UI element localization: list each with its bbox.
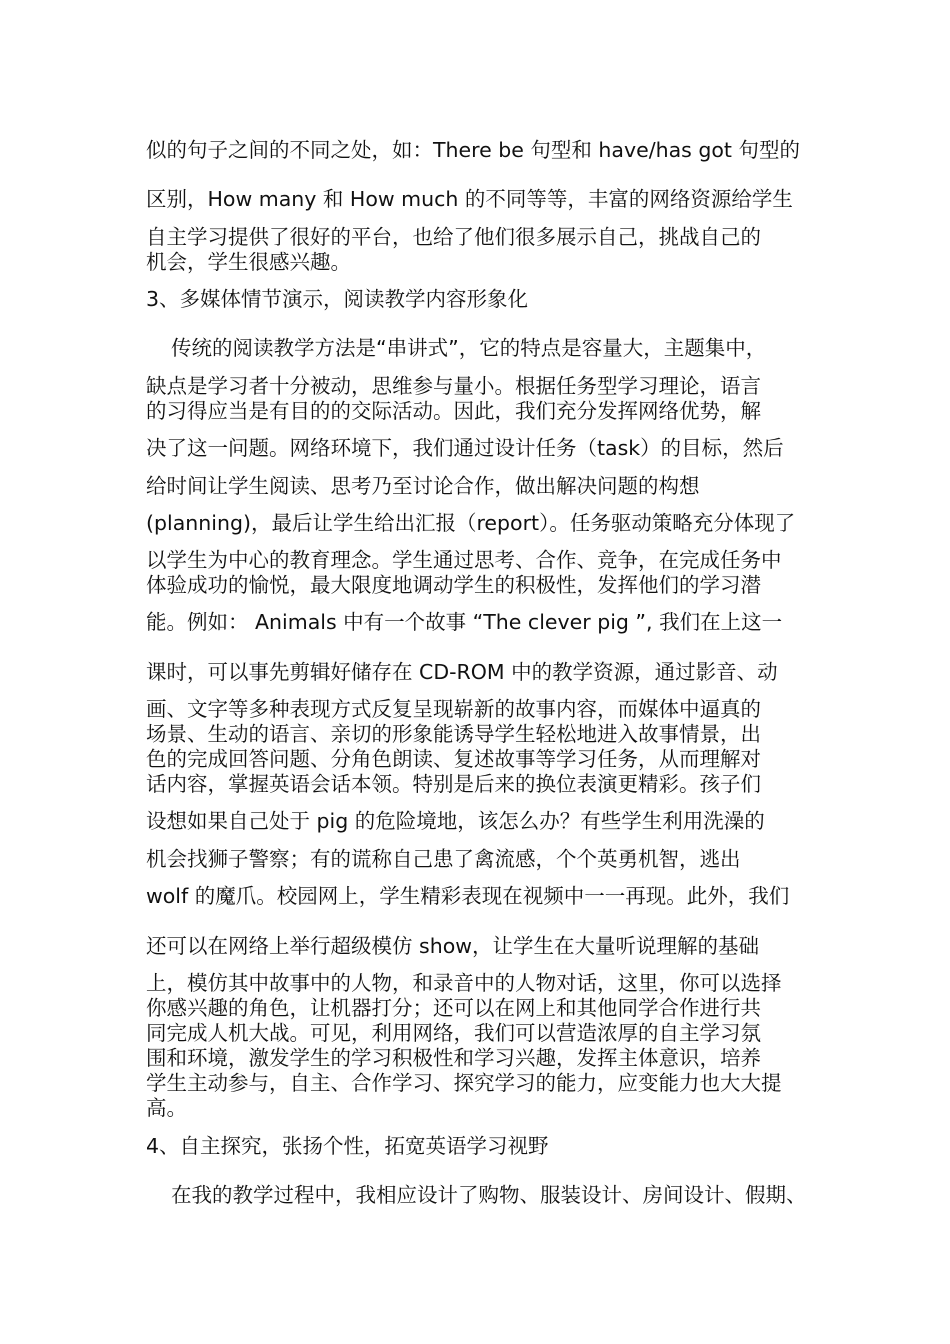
text-line: 围和环境，激发学生的学习积极性和学习兴趣，发挥主体意识，培养: [146, 1046, 761, 1070]
text-line: 似的句子之间的不同之处，如：There be 句型和 have/has got 句型的: [146, 138, 800, 162]
text-line: 的习得应当是有目的的交际活动。因此，我们充分发挥网络优势，解: [146, 399, 761, 423]
paragraph-first-line: 传统的阅读教学方法是“串讲式”，它的特点是容量大，主题集中，: [171, 336, 767, 360]
text-line: 话内容，掌握英语会话本领。特别是后来的换位表演更精彩。孩子们: [146, 772, 761, 796]
text-line: (planning)，最后让学生给出汇报（report）。任务驱动策略充分体现了: [146, 511, 796, 535]
text-line: 以学生为中心的教育理念。学生通过思考、合作、竞争，在完成任务中: [146, 548, 782, 572]
text-line: 设想如果自己处于 pig 的危险境地，该怎么办？有些学生利用洗澡的: [146, 809, 765, 833]
text-line: 场景、生动的语言、亲切的形象能诱导学生轻松地进入故事情景，出: [146, 722, 761, 746]
text-line: 高。: [146, 1096, 187, 1120]
text-line: 画、文字等多种表现方式反复呈现崭新的故事内容，而媒体中逼真的: [146, 697, 761, 721]
text-line: 区别，How many 和 How much 的不同等等，丰富的网络资源给学生: [146, 187, 793, 211]
text-line: 给时间让学生阅读、思考乃至讨论合作，做出解决问题的构想: [146, 474, 700, 498]
text-line: 还可以在网络上举行超级模仿 show，让学生在大量听说理解的基础: [146, 934, 759, 958]
text-line: 同完成人机大战。可见，利用网络，我们可以营造浓厚的自主学习氛: [146, 1021, 761, 1045]
text-line: 上，模仿其中故事中的人物，和录音中的人物对话，这里，你可以选择: [146, 971, 782, 995]
text-line: 机会，学生很感兴趣。: [146, 250, 351, 274]
text-line: wolf 的魔爪。校园网上，学生精彩表现在视频中一一再现。此外，我们: [146, 884, 790, 908]
text-line: 机会找狮子警察；有的谎称自己患了禽流感，个个英勇机智，逃出: [146, 847, 741, 871]
text-line: 能。例如： Animals 中有一个故事 “The clever pig ”, 我们在上这一: [146, 610, 783, 634]
text-line: 课时，可以事先剪辑好储存在 CD-ROM 中的教学资源，通过影音、动: [146, 660, 778, 684]
text-line: 自主学习提供了很好的平台，也给了他们很多展示自己，挑战自己的: [146, 225, 761, 249]
text-line: 学生主动参与，自主、合作学习、探究学习的能力，应变能力也大大提: [146, 1071, 782, 1095]
text-line: 缺点是学习者十分被动，思维参与量小。根据任务型学习理论，语言: [146, 374, 761, 398]
paragraph-first-line: 在我的教学过程中，我相应设计了购物、服装设计、房间设计、假期、: [171, 1183, 807, 1207]
text-line: 你感兴趣的角色，让机器打分；还可以在网上和其他同学合作进行共: [146, 996, 761, 1020]
section-heading: 4、自主探究，张扬个性，拓宽英语学习视野: [146, 1134, 549, 1158]
text-line: 色的完成回答问题、分角色朗读、复述故事等学习任务，从而理解对: [146, 747, 761, 771]
text-line: 体验成功的愉悦，最大限度地调动学生的积极性，发挥他们的学习潜: [146, 573, 761, 597]
text-line: 决了这一问题。网络环境下，我们通过设计任务（task）的目标，然后: [146, 436, 784, 460]
section-heading: 3、多媒体情节演示，阅读教学内容形象化: [146, 287, 529, 311]
